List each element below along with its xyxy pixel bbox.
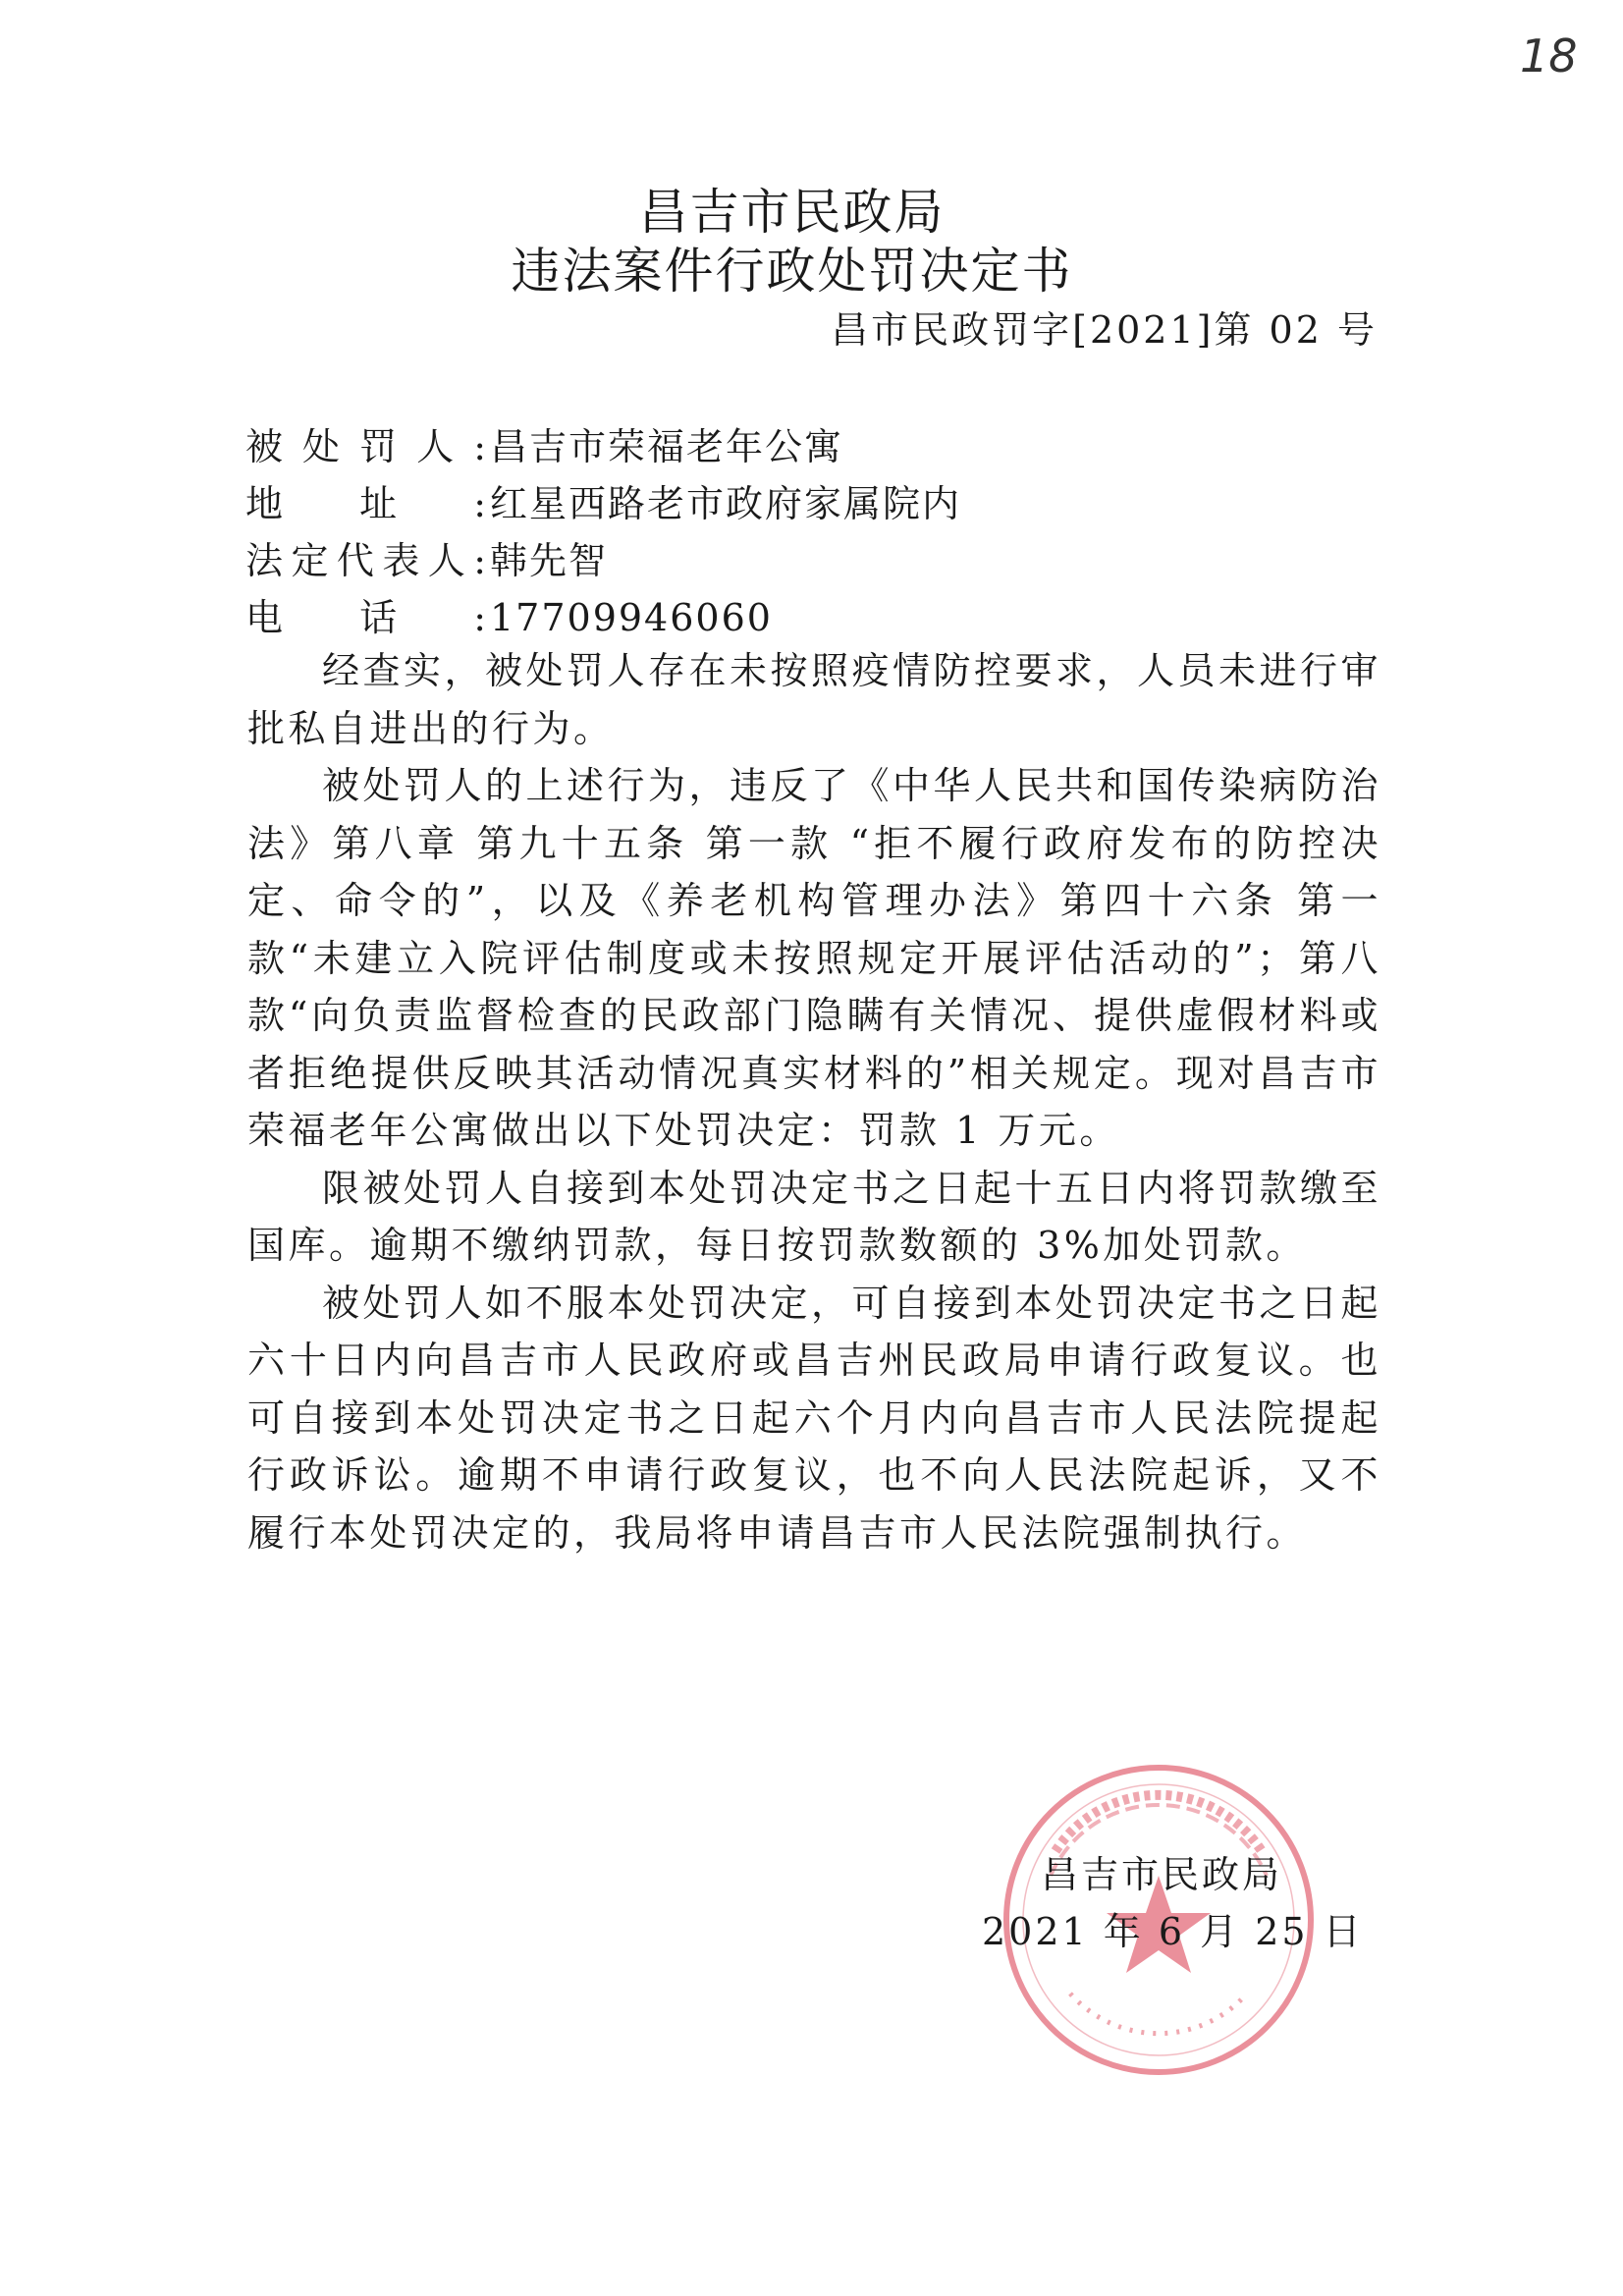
signing-organization: 昌吉市民政局 <box>1041 1853 1283 1896</box>
signature-block <box>982 1846 1364 1960</box>
document-title: 违法案件行政处罚决定书 <box>511 243 1073 300</box>
party-phone-value: 17709946060 <box>490 596 773 639</box>
party-rep-value: 韩先智 <box>490 539 609 582</box>
document-issuer-title: 昌吉市民政局 <box>638 184 946 241</box>
party-phone-label: 电 话 : <box>245 596 486 639</box>
document-number: 昌市民政罚字[2021]第 02 号 <box>831 308 1378 352</box>
findings-paragraph: 经查实，被处罚人存在未按照疫情防控要求，人员未进行审批私自进出的行为。 <box>247 649 1382 750</box>
party-name-label: 被 处 罚 人 : <box>245 425 486 468</box>
page-number: 18 <box>1520 29 1578 82</box>
party-address-label: 地 址 : <box>245 482 486 525</box>
appeal-paragraph: 被处罚人如不服本处罚决定，可自接到本处罚决定书之日起六十日内向昌吉市人民政府或昌吉州民政局申请行政复议。也可自接到本处罚决定书之日起六个月内向昌吉市人民法院提起行政诉讼。逾期不申请行政复议，也不向人民法院起诉，又不履行本处罚决定的，我局将申请昌吉市人民法院强制执行。 <box>247 1281 1382 1555</box>
party-info <box>245 418 961 646</box>
party-rep-label: 法 定 代 表 人 : <box>245 539 486 582</box>
party-name-value: 昌吉市荣福老年公寓 <box>490 425 844 468</box>
party-phone-row <box>245 589 961 646</box>
party-address-row <box>245 475 961 532</box>
party-name-row <box>245 418 961 475</box>
party-address-value: 红星西路老市政府家属院内 <box>490 482 962 525</box>
party-rep-row <box>245 532 961 589</box>
signing-date: 2021 年 6 月 25 日 <box>982 1910 1364 1953</box>
payment-paragraph: 限被处罚人自接到本处罚决定书之日起十五日内将罚款缴至国库。逾期不缴纳罚款，每日按罚款数额的 3%加处罚款。 <box>247 1166 1382 1267</box>
violation-paragraph: 被处罚人的上述行为，违反了《中华人民共和国传染病防治法》第八章 第九十五条 第一款 “拒不履行政府发布的防控决定、命令的”，以及《养老机构管理办法》第四十六条 第一款“未建立入院评估制度或未按照规定开展评估活动的”；第八款“向负责监督检查的民政部门隐瞒有关情况、提供虚假材料或者拒绝提供反映其活动情况真实材料的”相关规定。现对昌吉市荣福老年公寓做出以下处罚决定：罚款 1 万元。 <box>247 764 1382 1152</box>
decision-body <box>247 642 1381 1561</box>
